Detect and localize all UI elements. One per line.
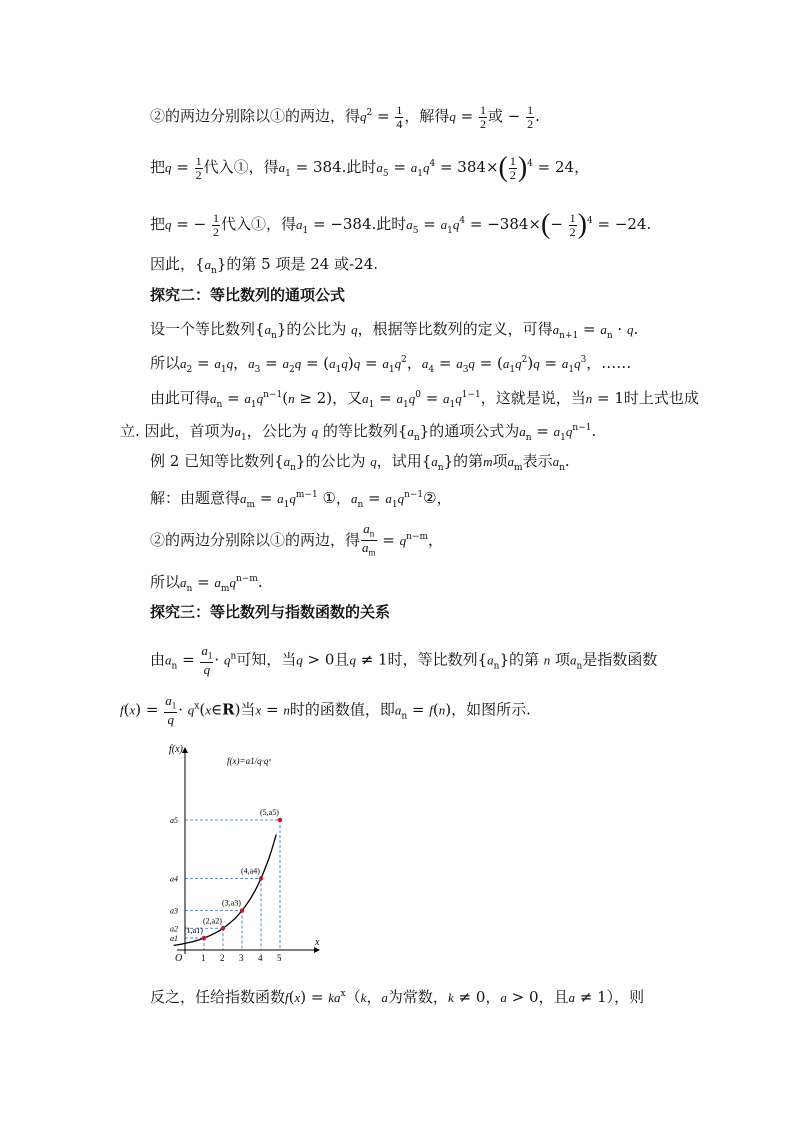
- point-3: [240, 908, 244, 912]
- section-heading-3: 探究三：等比数列与指数函数的关系: [150, 603, 391, 621]
- point-label-4: (4,a4): [241, 866, 260, 876]
- point-4: [259, 876, 263, 880]
- y-tick-2: a2: [170, 924, 178, 934]
- x-tick-2: 2: [220, 953, 225, 963]
- curve-label: f(x)=a1/q·qˣ: [227, 756, 271, 766]
- point-label-5: (5,a5): [260, 807, 279, 817]
- text-line-7: 由此可得$a_n = a_1q^{n-1}(n \ge 2)$，又$a_1 = a_1q^0 = a_1q^{1-1}$，这就是说，当n = 1时上式也成: [150, 389, 699, 410]
- x-tick-5: 5: [277, 953, 282, 963]
- text-line-2: 把q = $\frac{1}{2}$ 代入①，得$a_1 = 384$.此时$a_5 = a_1q^4 = 384\times$( $\frac{1}{2}$ )$^4$ = 24，: [150, 152, 590, 183]
- text-line-12: 所以$a_n = a_mq^{n-m}$.: [150, 573, 263, 594]
- y-axis-label: f(x): [169, 744, 183, 755]
- point-label-2: (2,a2): [203, 916, 222, 926]
- text-line-14: f(x) = $\frac{a_1}{q}$ · $q^x(x\in R)$当x = n时的函数值，即$a_n = f(n)$，如图所示.: [120, 693, 531, 728]
- text-line-3: 把q = − $\frac{1}{2}$ 代入①，得$a_1 = -384$.此时$a_5 = a_1q^4 = -384\times(-$ $\frac{1}{2}$ )$^4$ = −24.: [150, 209, 652, 240]
- y-tick-1: a1: [170, 934, 178, 944]
- point-2: [221, 926, 225, 930]
- text-line-13: 由$a_n$ = $\frac{a_1}{q}$ · $q^n$可知，当q > 0且q ≠ 1时，等比数列$\{a_n\}$的第 n 项$a_n$是指数函数: [150, 643, 658, 678]
- text-line-11: ②的两边分别除以①的两边，得 $\frac{a_n}{a_m}$ = $q^{n-m}$，: [150, 521, 444, 558]
- point-5: [278, 818, 282, 822]
- text-line-4: 因此，$\{a_n\}$的第 5 项是 24 或-24.: [150, 255, 379, 276]
- text-line-5: 设一个等比数列$\{a_n\}$的公比为 q，根据等比数列的定义，可得$a_{n+1} = a_n \cdot q$.: [150, 320, 639, 341]
- y-tick-4: a4: [170, 874, 178, 884]
- origin-label: O: [175, 953, 183, 964]
- point-label-3: (3,a3): [222, 898, 241, 908]
- y-tick-5: a5: [170, 815, 178, 825]
- text-line-10: 解：由题意得$a_m = a_1q^{m-1}$ ①，$a_n$ = $a_1q^{n-1}②$，: [150, 489, 452, 510]
- section-heading-2: 探究二：等比数列的通项公式: [150, 286, 346, 304]
- text-line-8: 立. 因此，首项为$a_1$，公比为 q 的等比数列$\{a_n\}$的通项公式为$a_n = a_1q^{n-1}$.: [120, 422, 597, 443]
- point-1: [202, 936, 206, 940]
- x-tick-3: 3: [239, 953, 244, 963]
- exponential-sequence-figure: [165, 738, 325, 970]
- x-tick-4: 4: [258, 953, 263, 963]
- text-line-15: 反之，任给指数函数$f(x) = ka^x(k$，a为常数，k ≠ 0，a > 0，且a ≠ 1），则: [150, 988, 645, 1006]
- x-axis-label: x: [315, 937, 320, 948]
- point-label-1: (1,a1): [184, 926, 203, 936]
- text-line-9: 例 2 已知等比数列$\{a_n\}$的公比为 q，试用$\{a_n\}$的第m项$a_m$表示$a_n$.: [150, 452, 570, 473]
- x-tick-1: 1: [201, 953, 206, 963]
- text-line-6: 所以$a_2 = a_1q$，$a_3 = a_2q = (a_1q)q = a_1q^2$，$a_4 = a_3q = (a_1q^2)q = a_1q^3$，……: [150, 354, 632, 375]
- text-line-1: ②的两边分别除以①的两边，得$q^2$ = $\frac{1}{4}$ ，解得q = $\frac{1}{2}$ 或 − $\frac{1}{2}$ .: [150, 102, 540, 131]
- y-tick-3: a3: [170, 906, 178, 916]
